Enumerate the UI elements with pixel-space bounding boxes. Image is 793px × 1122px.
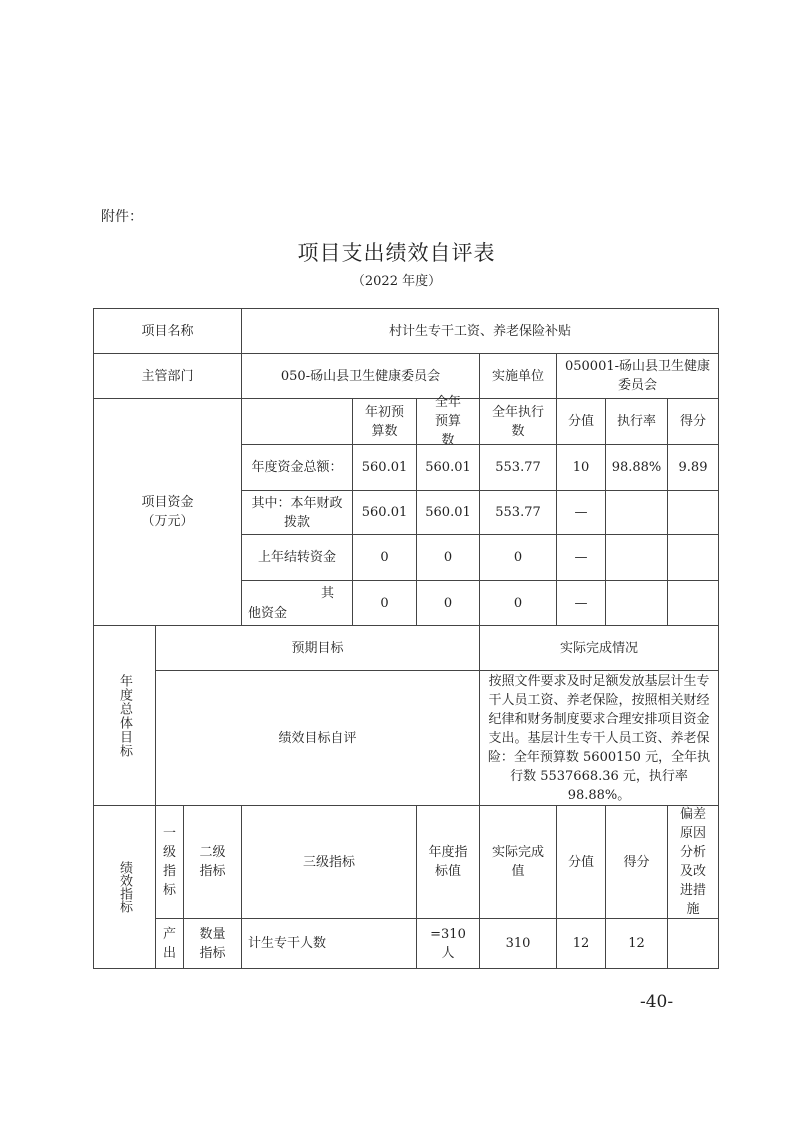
indicators-header-score: 得分: [605, 805, 668, 919]
funds-row-annual: 0: [416, 534, 480, 581]
unit-value: 050001-砀山县卫生健康委员会: [556, 353, 719, 399]
indicators-section-label: 绩效指标: [93, 805, 156, 969]
funds-row-annual: 0: [416, 580, 480, 626]
funds-row-executed: 553.77: [479, 444, 557, 491]
funds-row-label-part2: 他资金: [248, 606, 288, 621]
funds-row-rate: [605, 580, 668, 626]
funds-row-score: 9.89: [667, 444, 719, 491]
funds-row-rate: 98.88%: [605, 444, 668, 491]
goals-expected-value: 绩效目标自评: [155, 670, 480, 806]
goals-actual-value: 按照文件要求及时足额发放基层计生专干人员工资、养老保险，按照相关财经纪律和财务制度要求合理安排项目资金支出。基层计生专干人员工资、养老保险：全年预算数 5600150 元，全年执行数 5537668.36 元，执行率 98.88%。: [479, 670, 719, 806]
funds-row-score: [667, 580, 719, 626]
funds-row-score: [667, 534, 719, 581]
funds-row-label-part1: 其: [320, 586, 334, 601]
indicator-target: =310人: [416, 918, 480, 969]
attachment-label: 附件：: [101, 209, 143, 225]
dept-label: 主管部门: [93, 353, 242, 399]
indicator-deviation: [667, 918, 719, 969]
funds-row-score: [667, 490, 719, 535]
indicators-header-score-value: 分值: [556, 805, 606, 919]
goals-actual-header: 实际完成情况: [479, 625, 719, 671]
unit-label: 实施单位: [479, 353, 557, 399]
dept-value: 050-砀山县卫生健康委员会: [241, 353, 480, 399]
funds-row-initial: 560.01: [352, 490, 417, 535]
indicators-header-level2: 二级指标: [183, 805, 242, 919]
funds-row-rate: [605, 534, 668, 581]
indicators-header-deviation: 偏差原因分析及改进措施: [667, 805, 719, 919]
indicators-header-actual: 实际完成值: [479, 805, 557, 919]
indicator-score: 12: [605, 918, 668, 969]
funds-row-executed: 553.77: [479, 490, 557, 535]
funds-header-score: 得分: [667, 398, 719, 445]
goals-section-label: 年度总体目标: [93, 625, 156, 806]
indicator-level2: 数量指标: [183, 918, 242, 969]
funds-row-annual: 560.01: [416, 444, 480, 491]
funds-row-score-value: —: [556, 534, 606, 581]
funds-row-label: [241, 580, 353, 626]
funds-row-score-value: 10: [556, 444, 606, 491]
funds-header-executed: 全年执行数: [479, 398, 557, 445]
page-number: -40-: [640, 992, 674, 1012]
indicator-score-value: 12: [556, 918, 606, 969]
indicator-level3: 计生专干人数: [241, 918, 417, 969]
funds-section-label: 项目资金（万元）: [93, 398, 242, 626]
page-title: 项目支出绩效自评表: [297, 241, 496, 265]
funds-row-label: 其中：本年财政拨款: [241, 490, 353, 535]
project-name-value: 村计生专干工资、养老保险补贴: [241, 308, 719, 354]
funds-header-rate: 执行率: [605, 398, 668, 445]
funds-row-rate: [605, 490, 668, 535]
funds-row-initial: 0: [352, 534, 417, 581]
page-subtitle: （2022 年度）: [351, 274, 442, 289]
indicator-actual: 310: [479, 918, 557, 969]
funds-header-score-value: 分值: [556, 398, 606, 445]
funds-row-label: 上年结转资金: [241, 534, 353, 581]
funds-header-annual: 全年预算数: [416, 398, 480, 445]
indicators-header-target: 年度指标值: [416, 805, 480, 919]
funds-row-score-value: —: [556, 490, 606, 535]
funds-row-score-value: —: [556, 580, 606, 626]
indicators-header-level3: 三级指标: [241, 805, 417, 919]
funds-header-initial: 年初预算数: [352, 398, 417, 445]
project-name-label: 项目名称: [93, 308, 242, 354]
indicators-header-level1: 一级指标: [155, 805, 184, 919]
funds-row-initial: 0: [352, 580, 417, 626]
goals-expected-header: 预期目标: [155, 625, 480, 671]
funds-row-annual: 560.01: [416, 490, 480, 535]
funds-header-blank: [241, 398, 353, 445]
funds-row-initial: 560.01: [352, 444, 417, 491]
funds-row-executed: 0: [479, 534, 557, 581]
funds-row-executed: 0: [479, 580, 557, 626]
funds-row-label: 年度资金总额：: [241, 444, 353, 491]
indicator-level1: 产出: [155, 918, 184, 969]
